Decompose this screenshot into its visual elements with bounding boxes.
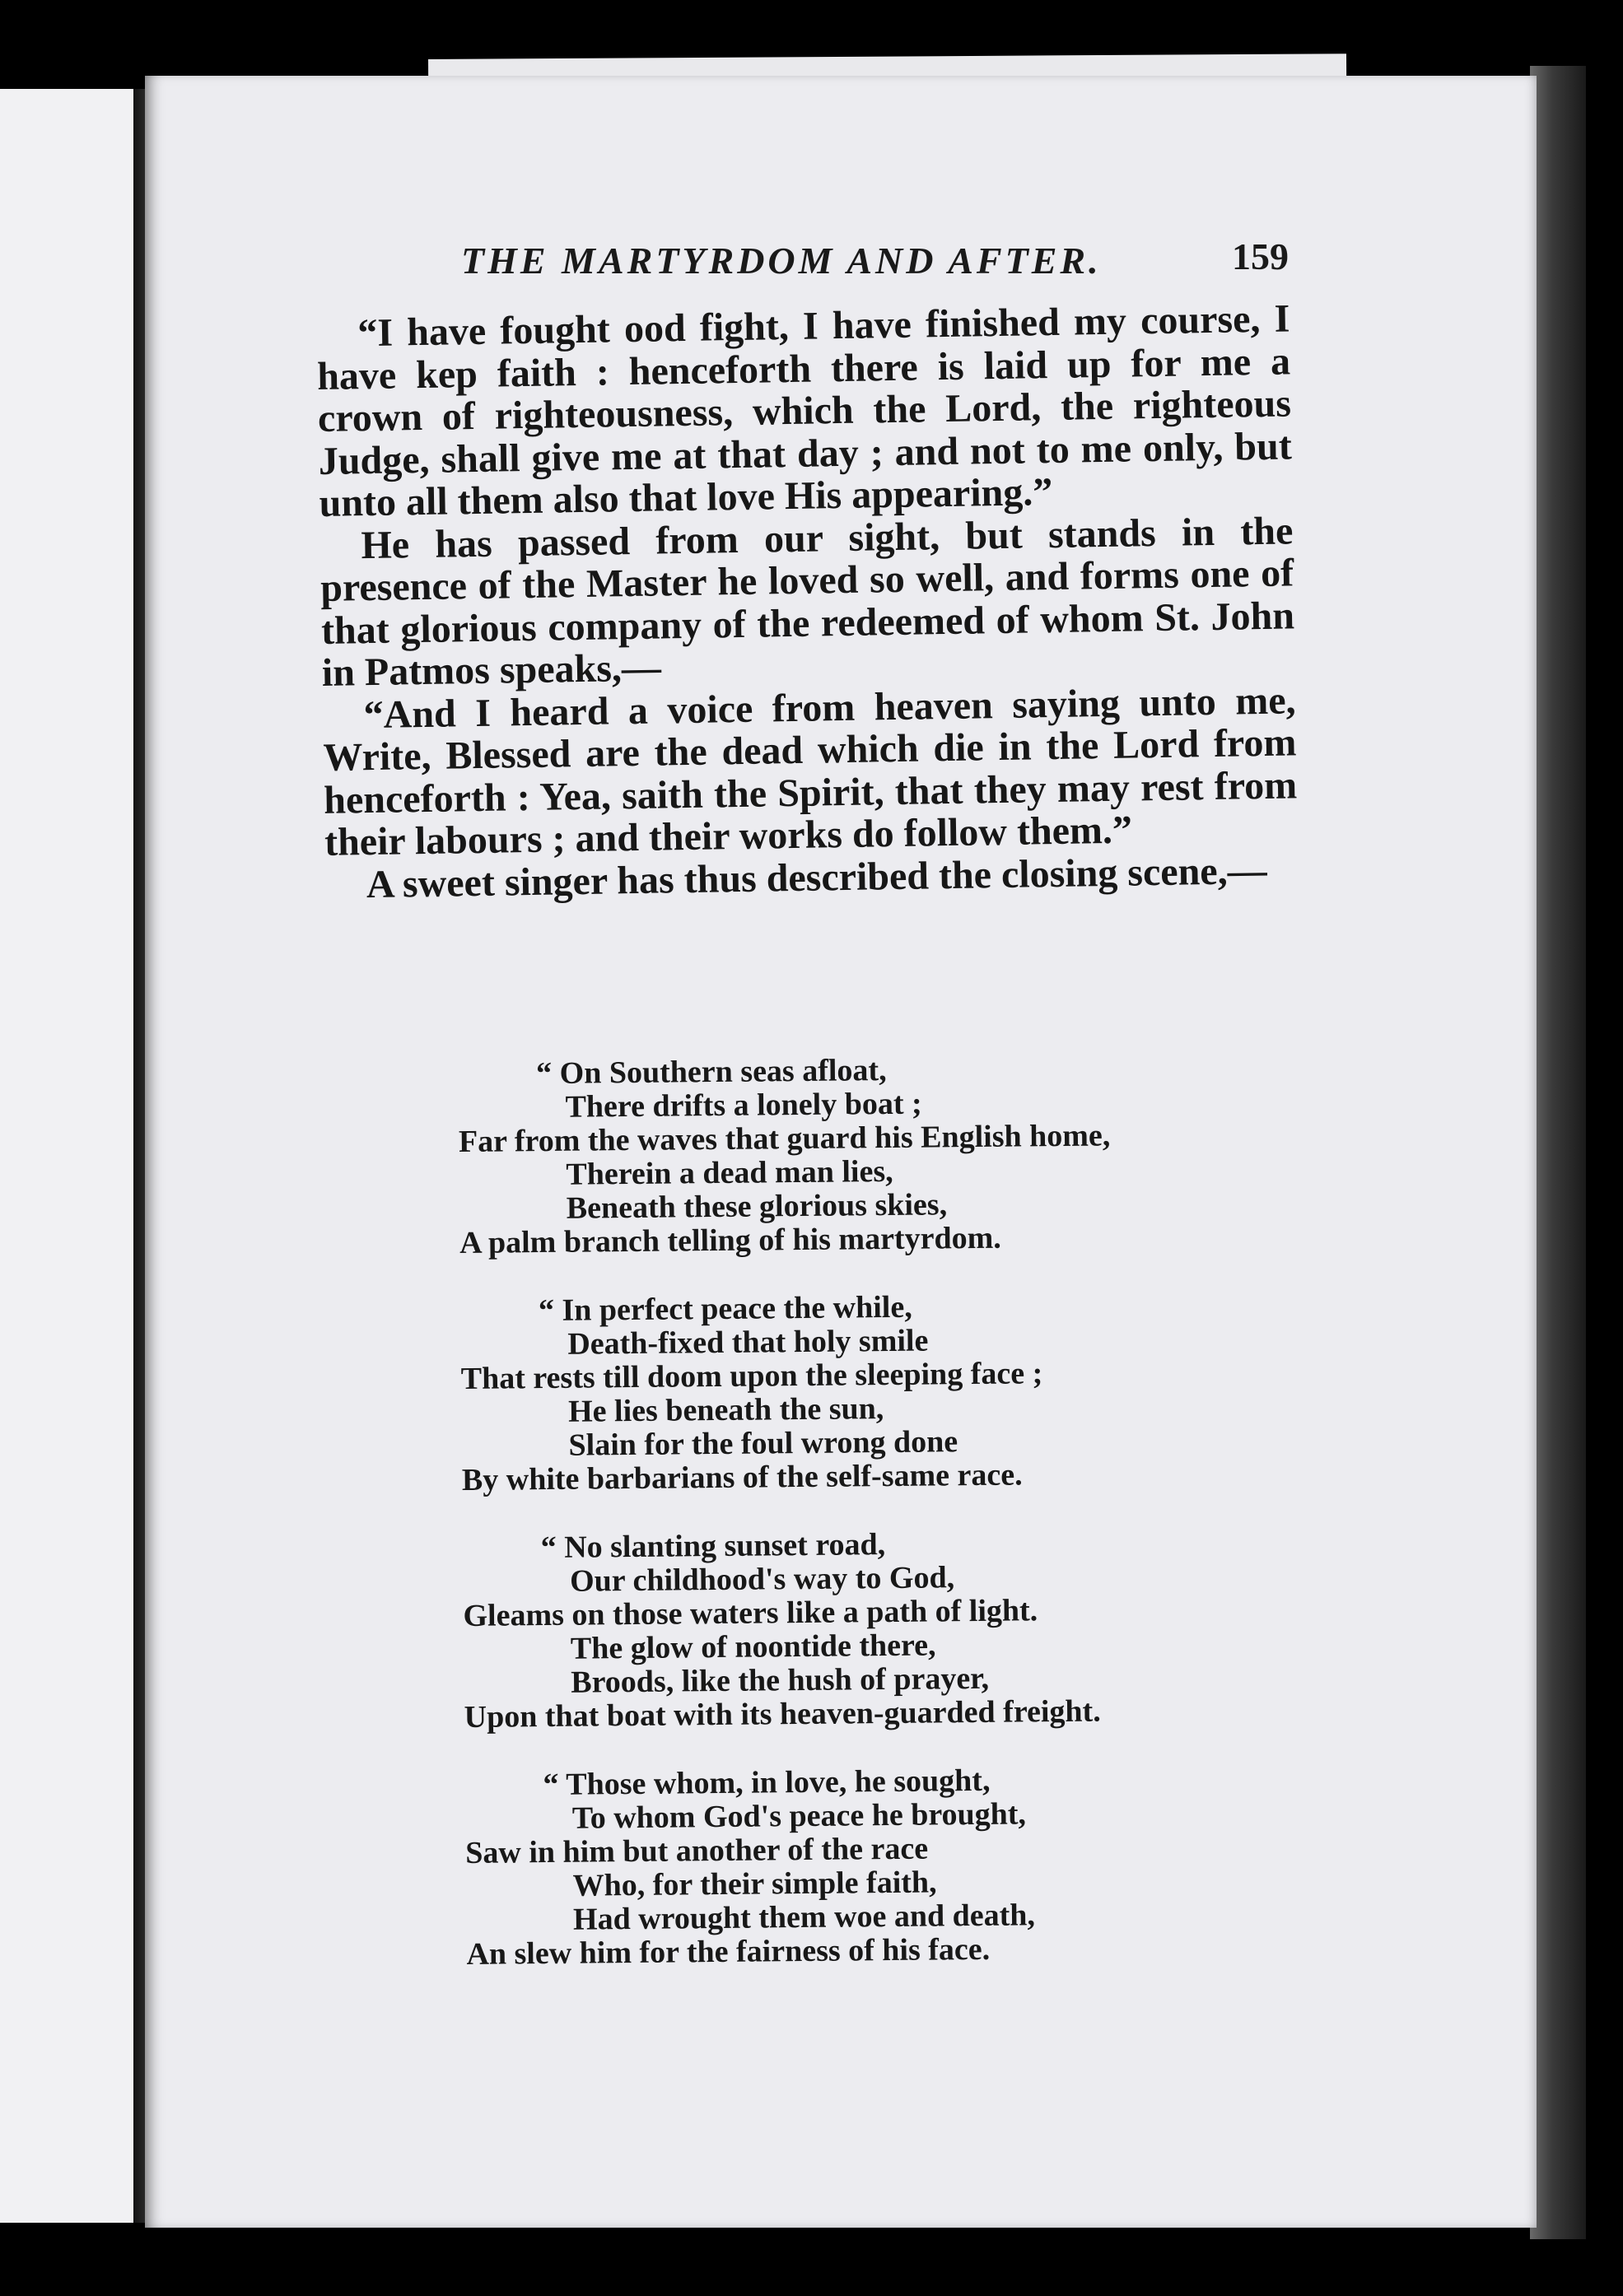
poem-line: By white barbarians of the self-same race. (461, 1457, 1023, 1497)
poem-stanza (458, 1050, 1201, 1260)
poem-line: The glow of noontide there, (570, 1628, 936, 1666)
poem-line: “ No slanting sunset road, (540, 1527, 886, 1566)
poem-line: That rests till doom upon the sleeping face ; (460, 1356, 1043, 1396)
poem-line: To whom God's peace he brought, (571, 1796, 1027, 1836)
poem-line: A palm branch telling of his martyrdom. (459, 1220, 1001, 1260)
poem-line: Our childhood's way to God, (569, 1560, 955, 1599)
poem-line: Far from the waves that guard his English home, (458, 1118, 1111, 1159)
poem-line: “ Those whom, in love, he sought, (543, 1763, 991, 1803)
poem-line: Broods, like the hush of prayer, (571, 1660, 990, 1700)
page-number: 159 (1232, 235, 1289, 277)
poem-line: Therein a dead man lies, (566, 1153, 893, 1192)
poem-line: He lies beneath the sun, (567, 1391, 884, 1429)
paragraph: “I have fought ood fight, I have finished my course, I have kep faith : henceforth there is laid up for me a crown of righteousness, which the Lord, the righteous Judge, shall give me at that day ; and not to me only, but unto all them also that love His appearing.” (316, 296, 1293, 525)
paragraph: He has passed from our sight, but stands in the presence of the Master he loved so well, and forms one of that glorious company of the redeemed of whom St. John in Patmos speaks,— (319, 508, 1295, 695)
poem-stanza (464, 1762, 1207, 1972)
poem-stanza (460, 1288, 1203, 1497)
poem-line: Beneath these glorious skies, (566, 1187, 948, 1226)
poem-line: An slew him for the fairness of his face. (466, 1931, 991, 1972)
book-fore-edge (1530, 66, 1586, 2239)
paragraph: “And I heard a voice from heaven saying unto me, Write, Blessed are the dead which die in the Lord from henceforth : Yea, saith the Spirit, that they may rest from their labours ; and their works do follow them.” (323, 678, 1298, 864)
poem-line: Gleams on those waters like a path of light. (463, 1593, 1038, 1633)
poem (458, 1050, 1208, 1972)
poem-line: Slain for the foul wrong done (568, 1424, 958, 1463)
poem-line: “ On Southern seas afloat, (535, 1053, 887, 1092)
poem-line: Who, for their simple faith, (572, 1865, 937, 1903)
running-head: THE MARTYRDOM AND AFTER. (461, 240, 1102, 282)
facing-page-edge (0, 89, 138, 2223)
poem-line: Saw in him but another of the race (465, 1831, 929, 1870)
poem-line: Upon that boat with its heaven-guarded freight. (464, 1693, 1101, 1735)
poem-line: Had wrought them woe and death, (572, 1898, 1036, 1937)
poem-line: “ In perfect peace the while, (538, 1289, 912, 1329)
poem-line: Death-fixed that holy smile (567, 1323, 929, 1362)
paragraph: A sweet singer has thus described the closing scene,— (366, 848, 1267, 906)
poem-stanza (463, 1525, 1206, 1735)
prose-body (316, 297, 1299, 906)
poem-line: There drifts a lonely boat ; (565, 1086, 922, 1125)
